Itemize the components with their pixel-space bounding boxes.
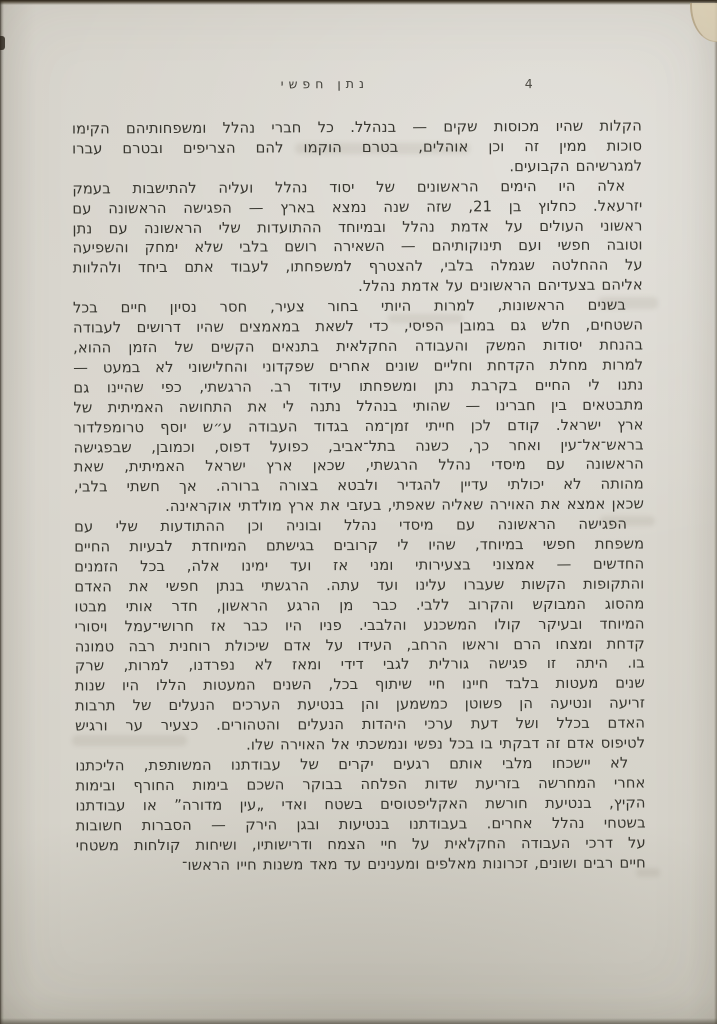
text-line: והתקופות הקשות שעברו עלינו ועד עתה. הרגשתי בנתן חפשי את האדם xyxy=(74,575,645,596)
text-line: אלה היו הימים הראשונים של יסוד נהלל ועליה להתישבות בעמק xyxy=(72,177,626,198)
text-line: האדם בכלל ושל דעת ערכי היהדות הנעלים והטהורים. כצעיר ער ורגיש xyxy=(75,714,646,735)
paragraph xyxy=(72,176,643,298)
text-line: המיוחד ובעיקר קולו המשכנע והלבבי. פניו היו כבר אז חרושי־עמל ויסורי xyxy=(74,615,645,636)
text-line: אחרי המחרשה בזריעת שדות הפלחה בבוקר השכם בימות החורף ובימות xyxy=(75,774,646,795)
text-line: על ההחלטה שגמלה בלבי, להצטרף למשפחתו, לעבוד אתם ביחד ולהלוות xyxy=(72,256,643,277)
text-block xyxy=(72,117,646,876)
text-line: בשטחי נהלל אחרים. בעבודתנו בנטיעות ובגן הירק — הסברות חשובות xyxy=(75,814,646,835)
text-line: הקיץ, בנטיעת חורשת האקליפטוסים בשטח ואדי „עין מדורה” או עבודתנו xyxy=(75,794,646,815)
text-line: שנים מעטות בלבד חיינו חיי שיתוף בכל, השנים המעטות הללו היו שנות xyxy=(74,674,645,695)
paragraph xyxy=(73,296,644,518)
paragraph xyxy=(75,754,646,876)
text-line: מהותה לא יכולתי עדיין להגדיר ולבטא בצורה ברורה. אך חשתי בלבי, xyxy=(73,475,644,496)
text-line: בראש־אל־עין ואחר כך, כשנה בתל־אביב, כפועל דפוס, וכמובן, שבפגישה xyxy=(73,436,644,456)
text-line: יזרעאל. כחלוץ בן 21, שזה שנה נמצא בארץ — הפגישה הראשונה עם xyxy=(72,197,643,218)
text-line: החדשים — אמצוני בצעירותי ומני אז ועד ימינו אלה, בכל הזמנים xyxy=(74,555,645,576)
text-line: למרות מחלת הקדחת וחליים שונים אחרים שפקדוני והחלישוני לא במעט — xyxy=(73,356,644,377)
text-line: ראשוני העולים על אדמת נהלל ובמיוחד ההתועדות שלי הראשונה עם נתן xyxy=(72,217,643,238)
text-line: בשנים הראשונות, למרות היותי בחור צעיר, חסר נסיון חיים בכל xyxy=(72,296,626,317)
text-line: על דרכי העבודה החקלאית על חיי הצמח ודרישותיו, ושיחות קולחות משטחי xyxy=(75,834,646,855)
text-line: מהסוג המבוקש והקרוב ללבי. כבר מן הרגע הראשון, חדר אותי מבטו xyxy=(74,595,645,616)
running-header-title: נתן חפשי xyxy=(280,75,370,92)
paragraph xyxy=(74,515,645,757)
text-line: הקלות שהיו מכוסות שקים — בנהלל. כל חברי נהלל ומשפחותיהם הקימו xyxy=(71,117,643,138)
text-line: אליהם בצעדיהם הראשונים על אדמת נהלל. xyxy=(358,276,643,296)
text-line: לא יישכחו מלבי אותם רגעים יקרים של עבודתנו המשותפת, הליכתנו xyxy=(75,754,629,775)
text-line: זריעה ונטיעה הן פשוטן כמשמען והן בנטיעת הערכים הנעלים של תרבות xyxy=(74,694,646,715)
text-line: מתבטאים בין חברינו — שהותי בנהלל נתנה לי את התחושה האמיתית של xyxy=(73,396,644,417)
text-line: משפחת חפשי במיוחד, שהיו לי קרובים בגישתם המיוחדת לבעיות החיים xyxy=(74,535,645,556)
page-number: 4 xyxy=(524,76,533,92)
text-line: סוכות ממין זה וכן אוהלים, בטרם הוקמו להם הצריפים ובטרם עברו xyxy=(72,137,643,158)
text-line: שכאן אמצא את האוירה שאליה שאפתי, בעזבי את ארץ מולדתי אוקראינה. xyxy=(165,495,645,516)
text-line: וטובה חפשי ועם תינוקותיהם — השאירה רושם בלבי שלא ימחק והשפיעה xyxy=(72,236,643,257)
text-line: קדחת ומצחו הרם וראשו הרחב, העידו על אדם שיכולת רוחנית רבה טמונה xyxy=(74,635,645,656)
text-line: הראשונה עם מיסדי נהלל הרגשתי, שכאן ארץ ישראל האמיתית, שאת xyxy=(73,455,644,476)
text-line: הפגישה הראשונה עם מיסדי נהלל ובוניה וכן ההתודעות שלי עם xyxy=(74,515,628,536)
text-line: נתנו לי החיים בקרבת נתן ומשפחתו עידוד רב. הרגשתי, כפי שהיינו גם xyxy=(73,376,644,397)
text-line: בהנחת יסודות המשק והעבודה החקלאית בתנאים הקשים של הזמן ההוא, xyxy=(73,336,644,357)
paragraph xyxy=(72,117,642,180)
text-line: לטיפוס אדם זה דבקתי בו בכל נפשי ונמשכתי אל האוירה שלו. xyxy=(246,734,646,754)
text-line: חיים רבים ושונים, זכרונות מאלפים ומענינים עד מאד משנות חייו הראשו־ xyxy=(182,854,646,874)
text-line: ארץ ישראל. קודם לכן חייתי זמן־מה בגדוד העבודה ע״ש יוסף טרומפלדור xyxy=(73,416,644,437)
text-line: למגרשיהם הקבועים. xyxy=(509,157,643,176)
text-line: השטחים, חלש גם במובן הפיסי, כדי לשאת במאמצים שהיו דרושים לעבודה xyxy=(72,316,644,337)
text-line: בו. היתה זו פגישה גורלית לגבי דידי ומאז לא נפרדנו, למרות, שרק xyxy=(74,654,645,675)
